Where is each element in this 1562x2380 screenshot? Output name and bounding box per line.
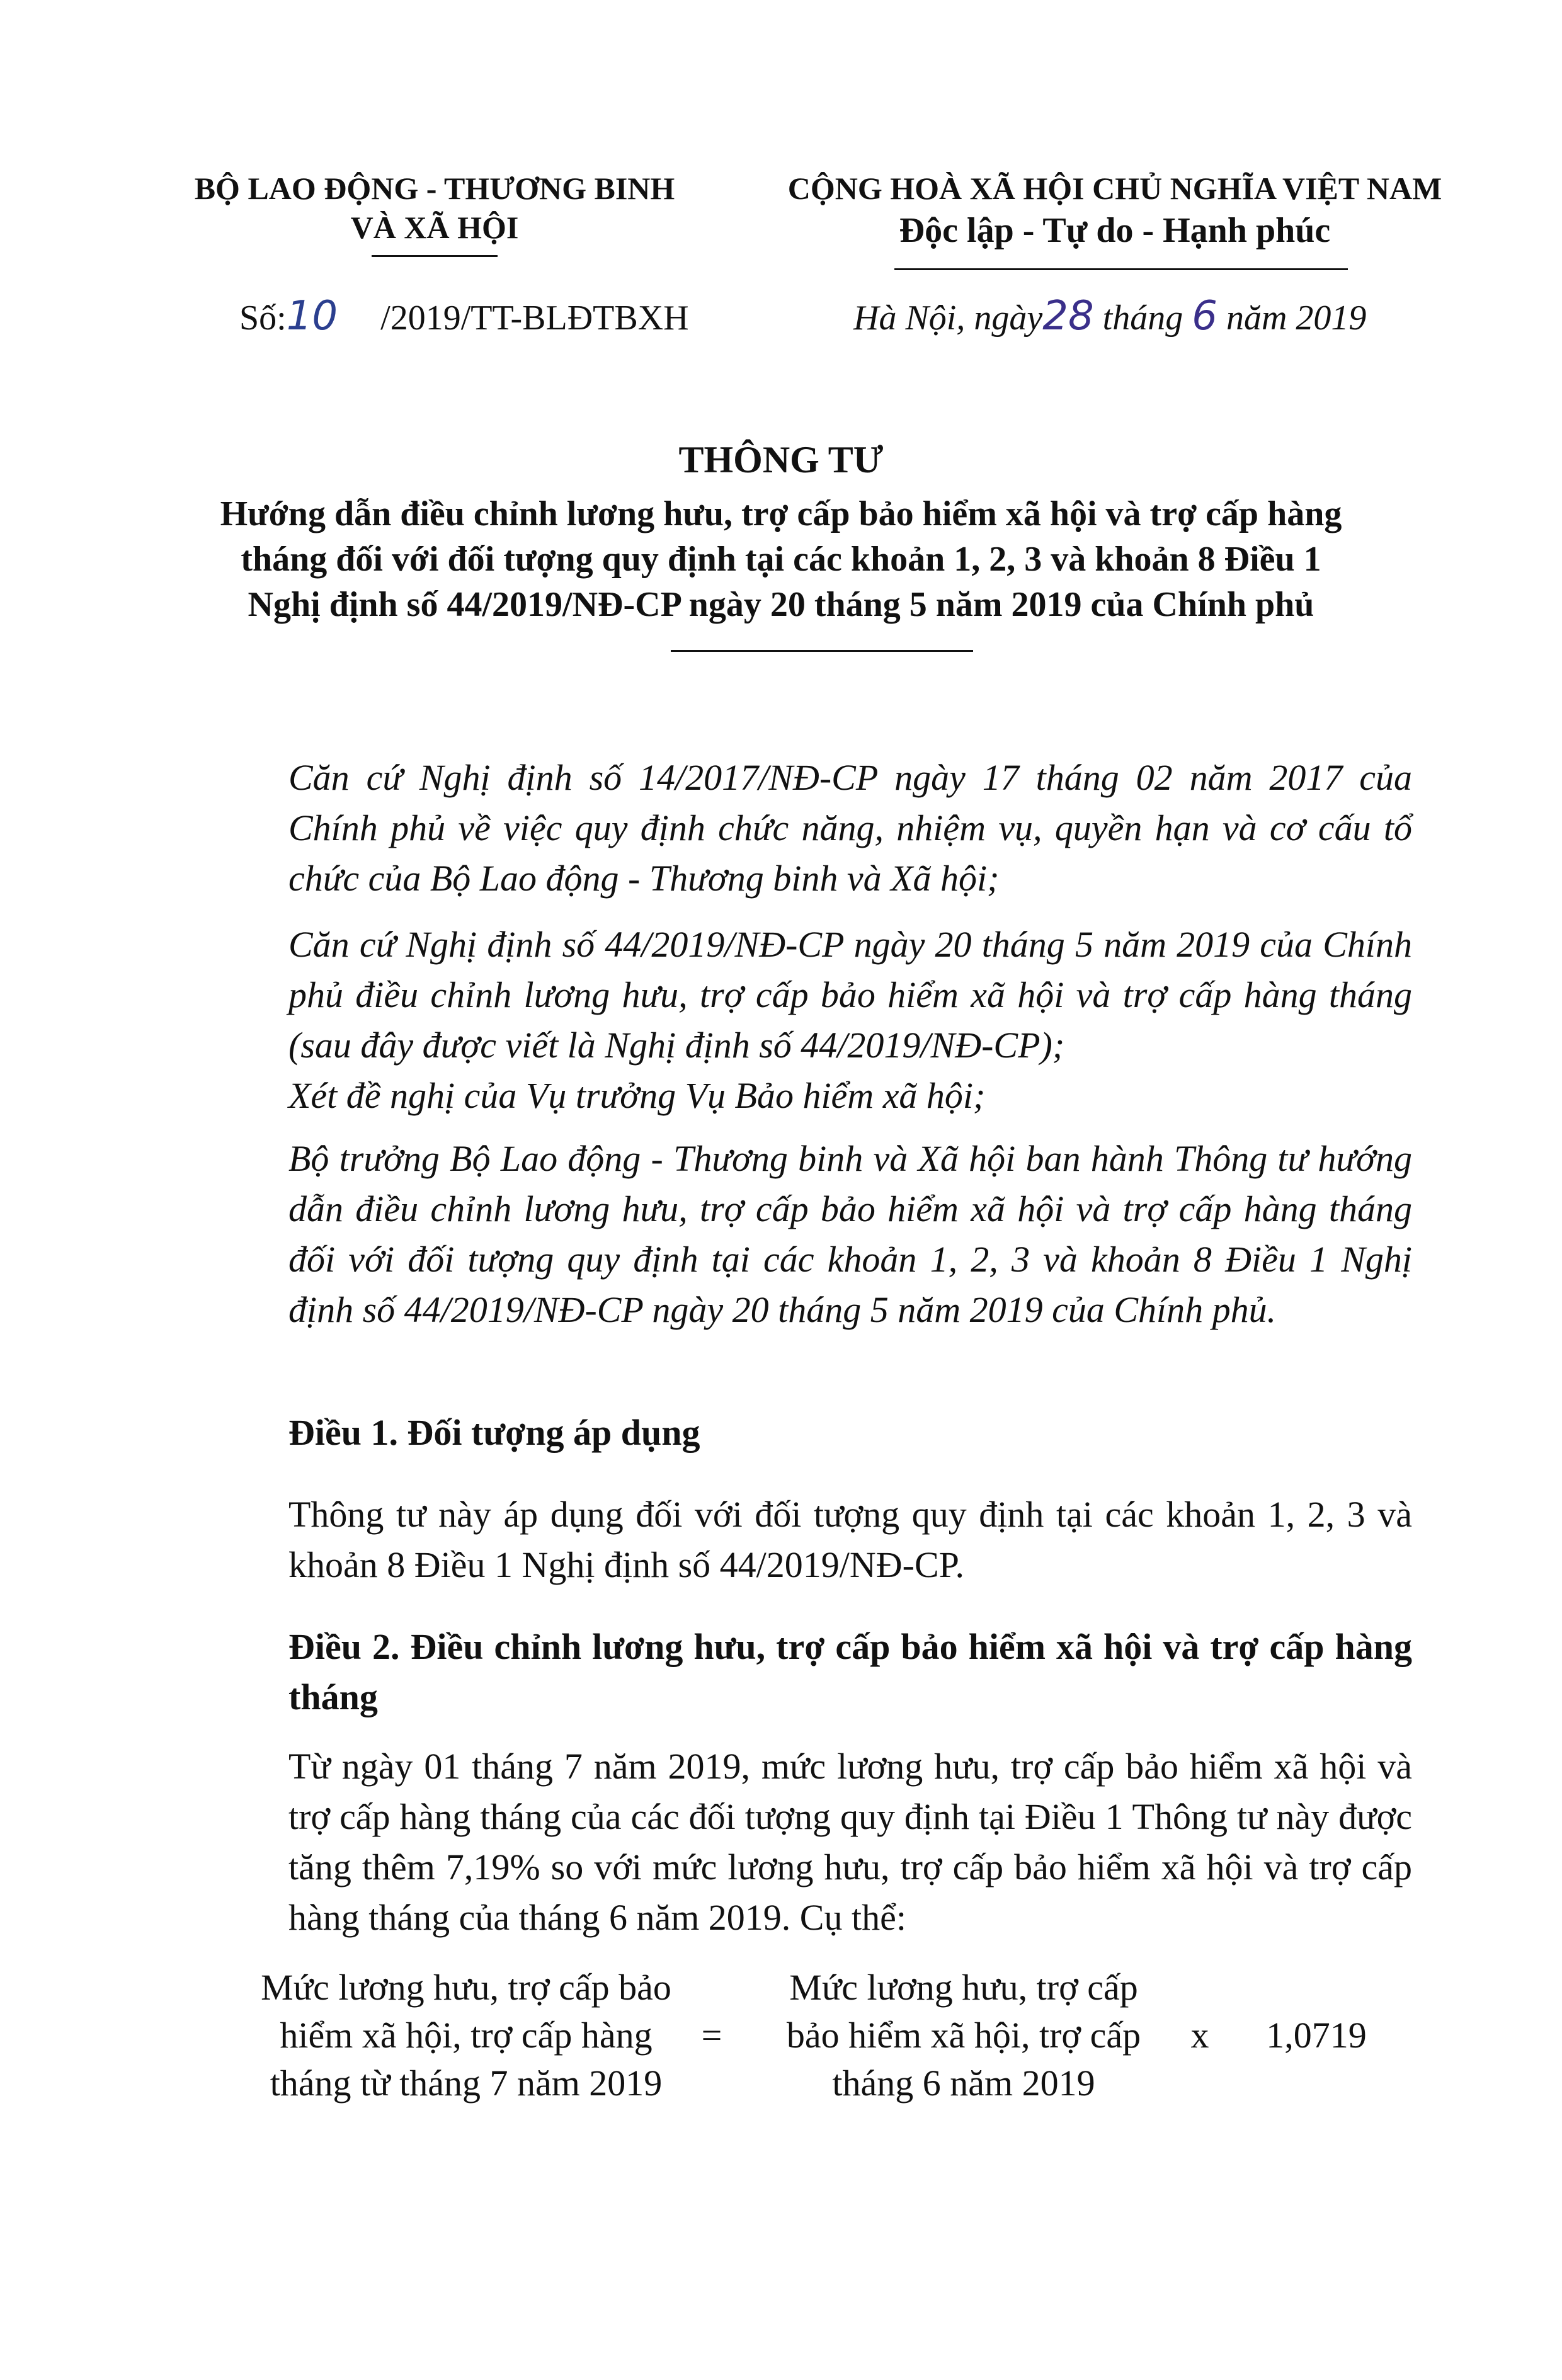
motto-underline (894, 268, 1348, 270)
article-2-heading: Điều 2. Điều chỉnh lương hưu, trợ cấp bảo hiểm xã hội và trợ cấp hàng tháng (288, 1626, 1412, 1717)
title-line-3: Nghị định số 44/2019/NĐ-CP ngày 20 tháng 5 năm 2019 của Chính phủ (248, 585, 1314, 624)
formula-equals-sign: = (701, 2015, 722, 2056)
number-suffix: /2019/TT-BLĐTBXH (380, 299, 689, 338)
date-year: năm 2019 (1226, 299, 1367, 338)
ministry-line-2: VÀ XÃ HỘI (350, 210, 519, 245)
preamble-issuance: Bộ trưởng Bộ Lao động - Thương binh và Xã hội ban hành Thông tư hướng dẫn điều chỉnh lương hưu, trợ cấp bảo hiểm xã hội và trợ cấp hàng tháng đối với đối tượng quy định tại các khoản 1, 2, 3 và khoản 8 Điều 1 Nghị định số 44/2019/NĐ-CP ngày 20 tháng 5 năm 2019 của Chính phủ. (288, 1138, 1412, 1330)
article-2-body: Từ ngày 01 tháng 7 năm 2019, mức lương hưu, trợ cấp bảo hiểm xã hội và trợ cấp hàng tháng của các đối tượng quy định tại Điều 1 Thông tư này được tăng thêm 7,19% so với mức lương hưu, trợ cấp bảo hiểm xã hội và trợ cấp hàng tháng của tháng 6 năm 2019. Cụ thể: (288, 1746, 1412, 1938)
preamble-legal-basis-2: Căn cứ Nghị định số 44/2019/NĐ-CP ngày 20 tháng 5 năm 2019 của Chính phủ điều chỉnh lương hưu, trợ cấp bảo hiểm xã hội và trợ cấp hàng tháng (sau đây được viết là Nghị định số 44/2019/NĐ-CP); (288, 924, 1412, 1066)
title-line-2: tháng đối với đối tượng quy định tại các khoản 1, 2, 3 và khoản 8 Điều 1 (241, 540, 1321, 579)
issue-date (853, 291, 1366, 343)
formula-left-term: Mức lương hưu, trợ cấp bảo hiểm xã hội, trợ cấp hàng tháng từ tháng 7 năm 2019 (261, 1967, 671, 2104)
country-name: CỘNG HOÀ XÃ HỘI CHỦ NGHĨA VIỆT NAM (787, 171, 1442, 206)
ministry-line-1: BỘ LAO ĐỘNG - THƯƠNG BINH (194, 171, 675, 206)
ministry-name (151, 169, 718, 247)
document-number (239, 291, 689, 343)
handwritten-month: 6 (1192, 293, 1217, 339)
number-prefix: Số: (239, 299, 287, 338)
date-month-word: tháng (1102, 299, 1183, 338)
title-underline (671, 650, 973, 652)
title-line-1: Hướng dẫn điều chỉnh lương hưu, trợ cấp bảo hiểm xã hội và trợ cấp hàng (220, 494, 1342, 533)
preamble-legal-basis-1: Căn cứ Nghị định số 14/2017/NĐ-CP ngày 17 tháng 02 năm 2017 của Chính phủ về việc quy định chức năng, nhiệm vụ, quyền hạn và cơ cấu tổ chức của Bộ Lao động - Thương binh và Xã hội; (288, 757, 1412, 899)
article-1-body: Thông tư này áp dụng đối với đối tượng quy định tại các khoản 1, 2, 3 và khoản 8 Điều 1 Nghị định số 44/2019/NĐ-CP. (288, 1494, 1412, 1585)
date-prefix: Hà Nội, ngày (853, 299, 1043, 338)
national-heading (756, 169, 1474, 253)
document-type: THÔNG TƯ (678, 439, 884, 481)
article-1-heading: Điều 1. Đối tượng áp dụng (288, 1412, 700, 1453)
formula-right-term: Mức lương hưu, trợ cấp bảo hiểm xã hội, trợ cấp tháng 6 năm 2019 (786, 1967, 1141, 2104)
document-title (151, 491, 1411, 627)
formula-factor: 1,0719 (1266, 2015, 1367, 2056)
preamble-proposal: Xét đề nghị của Vụ trưởng Vụ Bảo hiểm xã hội; (288, 1075, 986, 1116)
motto: Độc lập - Tự do - Hạnh phúc (899, 211, 1331, 250)
formula-times-sign: x (1190, 2015, 1209, 2056)
handwritten-day: 28 (1042, 293, 1094, 339)
ministry-underline (372, 255, 498, 257)
handwritten-number: 10 (286, 293, 338, 339)
